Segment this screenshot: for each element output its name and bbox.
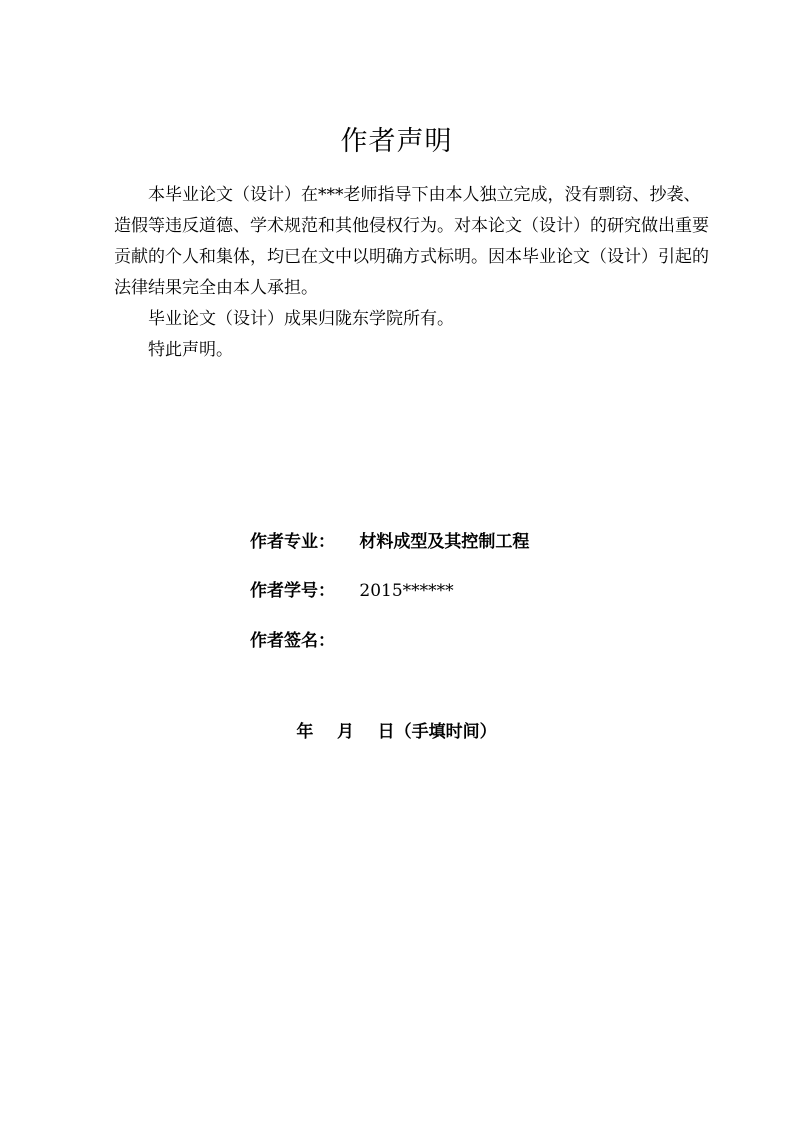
declaration-paragraph: 本毕业论文（设计）在***老师指导下由本人独立完成，没有剽窃、抄袭、造假等违反道德、学术规范和其他侵权行为。对本论文（设计）的研究做出重要贡献的个人和集体，均已在文中以明确方式标明。因本毕业论文（设计）引起的法律结果完全由本人承担。 xyxy=(114,185,709,298)
ownership-paragraph: 毕业论文（设计）成果归陇东学院所有。 xyxy=(148,309,454,329)
signature-row xyxy=(250,628,359,654)
student-id-value: 2015****** xyxy=(359,581,454,601)
date-line: 年 月 日（手填时间） xyxy=(296,722,497,742)
student-id-row xyxy=(250,578,454,604)
closing-paragraph: 特此声明。 xyxy=(148,340,233,360)
page-title: 作者声明 xyxy=(340,126,453,157)
signature-label: 作者签名： xyxy=(250,631,335,651)
major-label: 作者专业： xyxy=(250,532,335,552)
major-row xyxy=(250,529,529,555)
student-id-label: 作者学号： xyxy=(250,581,335,601)
major-value: 材料成型及其控制工程 xyxy=(359,532,530,552)
declaration-body xyxy=(114,180,714,366)
